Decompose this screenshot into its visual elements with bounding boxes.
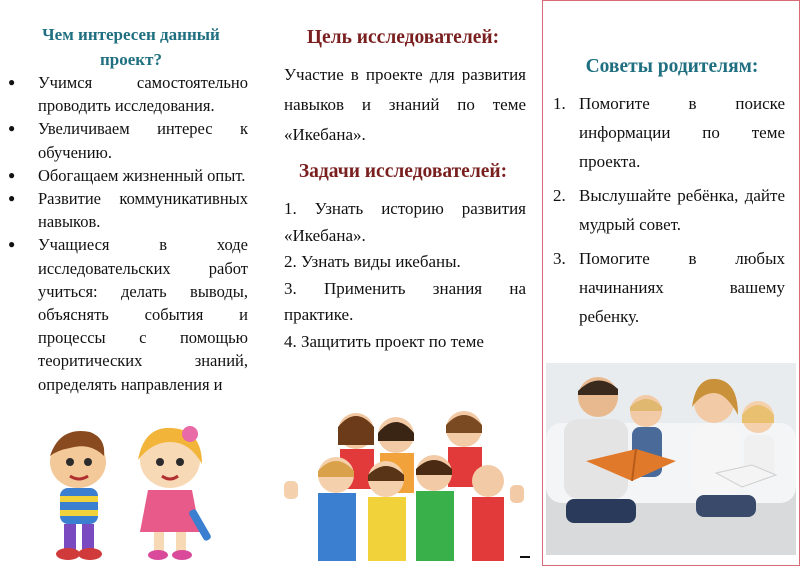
list-item: 3. Применить знания на практике. bbox=[284, 278, 526, 324]
item-number: 2. bbox=[553, 186, 566, 205]
list-item: ● Обогащаем жизненный опыт. bbox=[8, 164, 248, 187]
list-item: ● Учимся самостоятельно проводить исследования. bbox=[8, 73, 248, 116]
parent-tips-heading: Советы родителям: bbox=[585, 56, 759, 77]
list-item: ● Учащиеся в ходе исследовательских работ учиться: делать выводы, объяснять события и процессы с помощью теоритических знаний, определять направления и bbox=[8, 235, 248, 394]
tasks-list bbox=[284, 196, 526, 355]
left-panel bbox=[0, 0, 262, 566]
bullet-icon: ● bbox=[8, 121, 16, 136]
right-panel bbox=[542, 0, 800, 566]
interest-list bbox=[8, 71, 248, 396]
project-interest-heading: Чем интересен данный проект? bbox=[42, 25, 220, 69]
family-reading-photo bbox=[546, 363, 796, 555]
happy-children-photo bbox=[278, 405, 528, 561]
list-item: 1. Узнать историю развития «Икебана». bbox=[284, 199, 526, 245]
divider-mark bbox=[520, 556, 530, 558]
bullet-icon: ● bbox=[8, 191, 16, 206]
parent-tips-list bbox=[553, 89, 785, 331]
bullet-icon: ● bbox=[8, 237, 16, 252]
list-item: ● Увеличиваем интерес к обучению. bbox=[8, 119, 248, 162]
bullet-icon: ● bbox=[8, 75, 16, 89]
list-item: 3. Помогите в любых начинаниях вашему ребенку. bbox=[553, 244, 785, 331]
item-number: 1. bbox=[553, 94, 566, 113]
tasks-heading: Задачи исследователей: bbox=[298, 161, 508, 182]
list-item: ● Развитие коммуникативных навыков. bbox=[8, 189, 248, 232]
list-item: 1. Помогите в поиске информации по теме проекта. bbox=[553, 89, 785, 176]
list-item: 2. Выслушайте ребёнка, дайте мудрый совет. bbox=[553, 181, 785, 239]
item-number: 3. bbox=[553, 249, 566, 268]
list-item: 4. Защитить проект по теме bbox=[284, 331, 484, 351]
goal-heading: Цель исследователей: bbox=[306, 27, 500, 48]
middle-panel bbox=[272, 0, 534, 566]
list-item: 2. Узнать виды икебаны. bbox=[284, 252, 461, 271]
bullet-icon: ● bbox=[8, 167, 16, 182]
goal-text: Участие в проекте для развития навыков и знаний по теме «Икебана». bbox=[284, 65, 526, 144]
cartoon-kids-illustration bbox=[40, 420, 220, 562]
